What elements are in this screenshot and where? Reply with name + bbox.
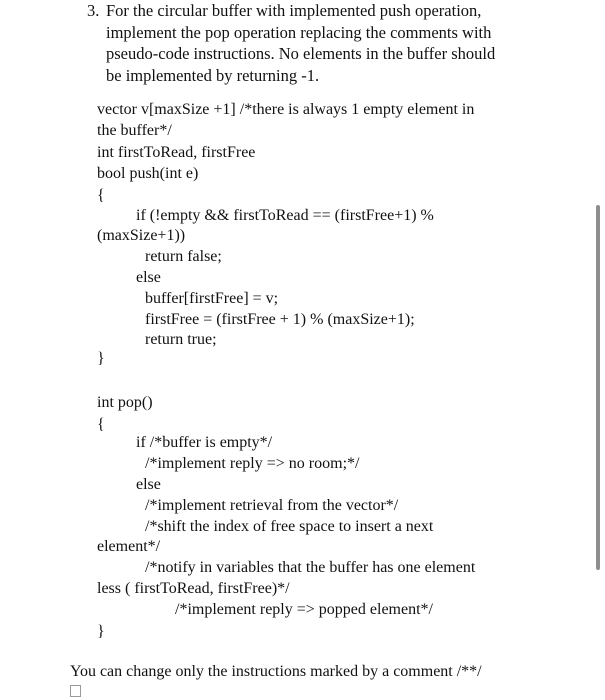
- code-line: /*notify in variables that the buffer has one element: [145, 559, 476, 576]
- question-number: 3.: [87, 1, 100, 20]
- code-line: return true;: [145, 331, 217, 348]
- question-line: implement the pop operation replacing the comments with: [106, 22, 492, 42]
- question-text: [106, 0, 557, 86]
- code-line: /*implement reply => no room;*/: [145, 455, 360, 472]
- code-line: /*implement retrieval from the vector*/: [145, 497, 399, 514]
- code-line: less ( firstToRead, firstFree)*/: [97, 580, 290, 597]
- code-line: /*implement reply => popped element*/: [175, 601, 433, 618]
- question-line: pseudo-code instructions. No elements in the buffer should: [106, 44, 496, 63]
- code-line: }: [97, 350, 105, 367]
- code-line: {: [97, 416, 105, 433]
- code-line: return false;: [145, 248, 222, 265]
- code-line: /*shift the index of free space to insert a next: [145, 518, 434, 535]
- code-line: if (!empty && firstToRead == (firstFree+1) %: [136, 207, 434, 224]
- code-line: else: [136, 476, 161, 493]
- code-line: (maxSize+1)): [97, 227, 186, 244]
- code-line: vector v[maxSize +1] /*there is always 1 empty element in: [97, 101, 475, 118]
- code-line: {: [97, 187, 105, 204]
- code-line: element*/: [97, 538, 161, 555]
- code-line: bool push(int e): [97, 165, 199, 182]
- code-line: int pop(): [97, 394, 153, 411]
- code-line: else: [136, 269, 161, 286]
- code-line: the buffer*/: [97, 122, 172, 139]
- code-line: }: [97, 623, 105, 640]
- code-line: if /*buffer is empty*/: [136, 434, 273, 451]
- code-line: firstFree = (firstFree + 1) % (maxSize+1);: [145, 311, 415, 328]
- question: [87, 0, 557, 86]
- code-line: int firstToRead, firstFree: [97, 144, 256, 161]
- question-line: For the circular buffer with implemented push operation,: [106, 1, 482, 20]
- code-line: buffer[firstFree] = v;: [145, 290, 279, 307]
- footer-note: You can change only the instructions marked by a comment /**/: [70, 663, 482, 680]
- vertical-scrollbar[interactable]: [596, 205, 600, 570]
- question-line: be implemented by returning -1.: [106, 65, 320, 85]
- answer-checkbox[interactable]: [70, 685, 81, 697]
